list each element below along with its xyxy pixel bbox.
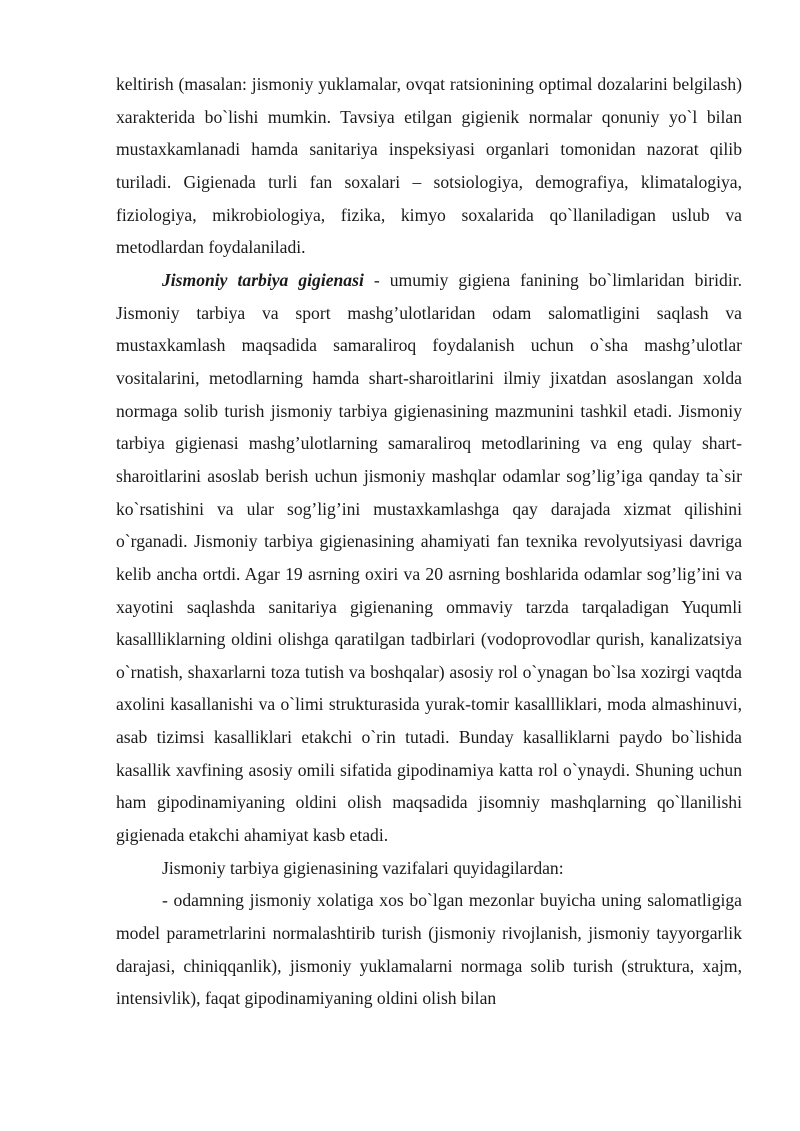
paragraph-text: - odamning jismoniy xolatiga xos bo`lgan mezonlar buyicha uning salomatligiga model parametrlarini normalashtirib turish (jismoniy rivojlanish, jismoniy tayyorgarlik darajasi, chiniqqanlik), jismoniy yuklamalarni normaga solib turish (struktura, xajm, intensivlik), faqat gipodinamiyaning oldini olish bilan [116, 890, 742, 1009]
document-page [116, 68, 742, 1015]
paragraph-text: Jismoniy tarbiya gigienasining vazifalari quyidagilardan: [162, 857, 564, 878]
paragraph-physical-education-hygiene [116, 264, 742, 852]
paragraph-text: keltirish (masalan: jismoniy yuklamalar, ovqat ratsionining optimal dozalarini belgilash) xarakterida bo`lishi mumkin. Tavsiya etilgan gigienik normalar qonuniy yo`l bilan mustaxkamlanadi hamda sanitariya inspeksiyasi organlari tomonidan nazorat qilib turiladi. Gigienada turli fan soxalari – sotsiologiya, demografiya, klimatalogiya, fiziologiya, mikrobiologiya, fizika, kimyo soxalarida qo`llaniladigan uslub va metodlardan foydalaniladi. [116, 74, 742, 258]
term-heading: Jismoniy tarbiya gigienasi [162, 269, 364, 290]
paragraph-task-item [116, 884, 742, 1015]
paragraph-hygiene-norms [116, 68, 742, 264]
paragraph-tasks-intro [116, 852, 742, 885]
paragraph-text: - umumiy gigiena fanining bo`limlaridan biridir. Jismoniy tarbiya va sport mashg’ulotlaridan odam salomatligini saqlash va mustaxkamlash maqsadida samaraliroq foydalanish uchun o`sha mashg’ulotlar vositalarini, metodlarning hamda shart-sharoitlarini ilmiy jixatdan asoslangan xolda normaga solib turish jismoniy tarbiya gigienasining mazmunini tashkil etadi. Jismoniy tarbiya gigienasi mashg’ulotlarning samaraliroq metodlarining va eng qulay shart-sharoitlarini asoslab berish uchun jismoniy mashqlar odamlar sog’lig’iga qanday ta`sir ko`rsatishini va ular sog’lig’ini mustaxkamlashga qay darajada xizmat qilishini o`rganadi. Jismoniy tarbiya gigienasining ahamiyati fan texnika revolyutsiyasi davriga kelib ancha ortdi. Agar 19 asrning oxiri va 20 asrning boshlarida odamlar sog’lig’ini va xayotini saqlashda sanitariya gigienaning ommaviy tarzda tarqaladigan Yuqumli kasallliklarning oldini olishga qaratilgan tadbirlari (vodoprovodlar qurish, kanalizatsiya o`rnatish, shaxarlarni toza tutish va boshqalar) asosiy rol o`ynagan bo`lsa xozirgi vaqtda axolini kasallanishi va o`limi strukturasida yurak-tomir kasallliklari, moda almashinuvi, asab tizimsi kasalliklari etakchi o`rin tutadi. Bunday kasalliklarni paydo bo`lishida kasallik xavfining asosiy omili sifatida gipodinamiya katta rol o`ynaydi. Shuning uchun ham gipodinamiyaning oldini olish maqsadida jisomniy mashqlarning qo`llanilishi gigienada etakchi ahamiyat kasb etadi. [116, 269, 742, 846]
